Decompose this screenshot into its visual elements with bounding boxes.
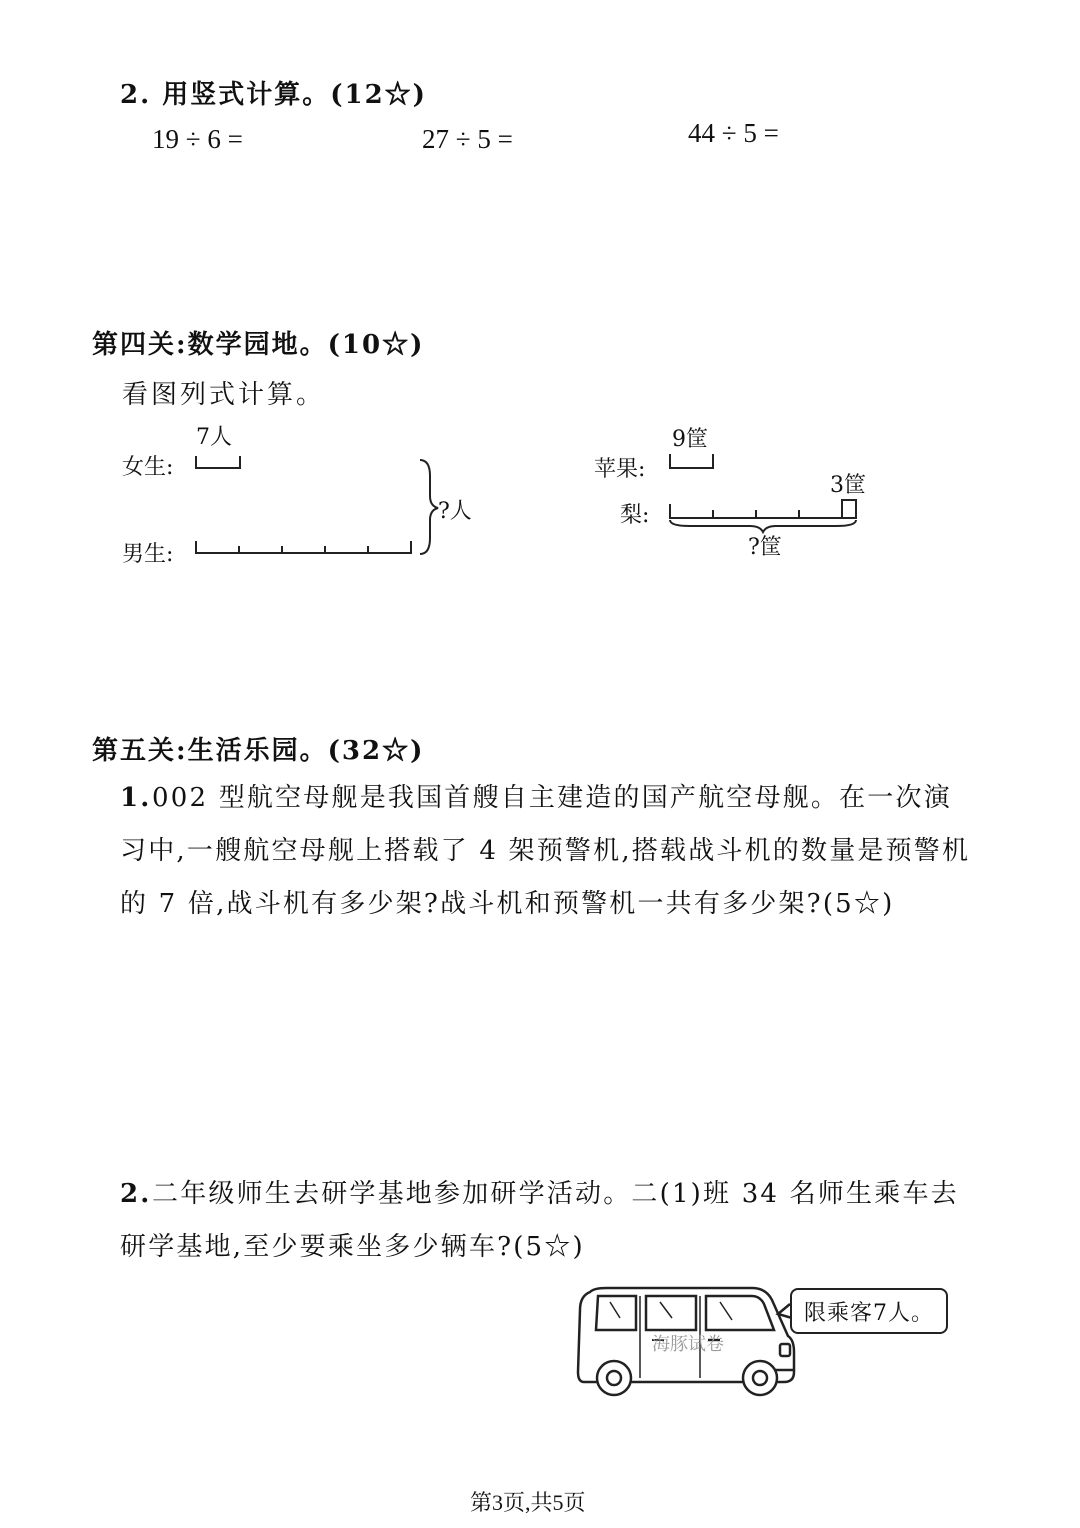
speech-bubble: 限乘客7人。 — [790, 1288, 948, 1334]
problem-number: 2. — [120, 1179, 152, 1209]
problem-text: 002 型航空母舰是我国首艘自主建造的国产航空母舰。在一次演习中,一艘航空母舰上搭载了 4 架预警机,搭载战斗机的数量是预警机的 7 倍,战斗机有多少架?战斗机和预警机一共有多少架?(5☆) — [120, 783, 971, 919]
word-problem-1 — [120, 772, 980, 931]
word-problem-2 — [120, 1168, 980, 1274]
expression-1: 19 ÷ 6 = — [152, 124, 243, 154]
instruction: 看图列式计算。 — [122, 380, 326, 410]
expression-3: 44 ÷ 5 = — [688, 118, 779, 148]
question-title: 2. 用竖式计算。(12☆) — [120, 80, 427, 110]
pear-ticks — [713, 510, 799, 518]
apple-segment — [670, 454, 713, 468]
problem-text: 二年级师生去研学基地参加研学活动。二(1)班 34 名师生乘车去研学基地,至少要乘坐多少辆车?(5☆) — [120, 1179, 959, 1262]
pear-label: 梨: — [620, 503, 650, 528]
girls-value: 7人 — [196, 425, 232, 450]
boys-segment — [196, 541, 411, 553]
section-title-4: 第四关:数学园地。(10☆) — [92, 330, 425, 360]
pear-segment — [670, 500, 856, 518]
boys-label: 男生: — [122, 542, 174, 567]
apple-value: 9筐 — [672, 427, 708, 452]
boys-ticks — [239, 546, 368, 553]
total-brace — [420, 460, 438, 554]
expression-2: 27 ÷ 5 = — [422, 124, 513, 154]
extra-baskets-value: 3筐 — [830, 473, 866, 498]
pear-total-brace — [670, 520, 856, 532]
page-footer: 第3页,共5页 — [470, 1490, 586, 1515]
apple-label: 苹果: — [594, 457, 646, 482]
girls-segment — [196, 456, 240, 468]
total-baskets-label: ?筐 — [748, 535, 782, 560]
watermark: 海豚试卷 — [652, 1334, 724, 1355]
total-people-label: ?人 — [438, 499, 472, 524]
girls-label: 女生: — [122, 455, 174, 480]
problem-number: 1. — [120, 783, 152, 813]
section-title-5: 第五关:生活乐园。(32☆) — [92, 736, 425, 766]
